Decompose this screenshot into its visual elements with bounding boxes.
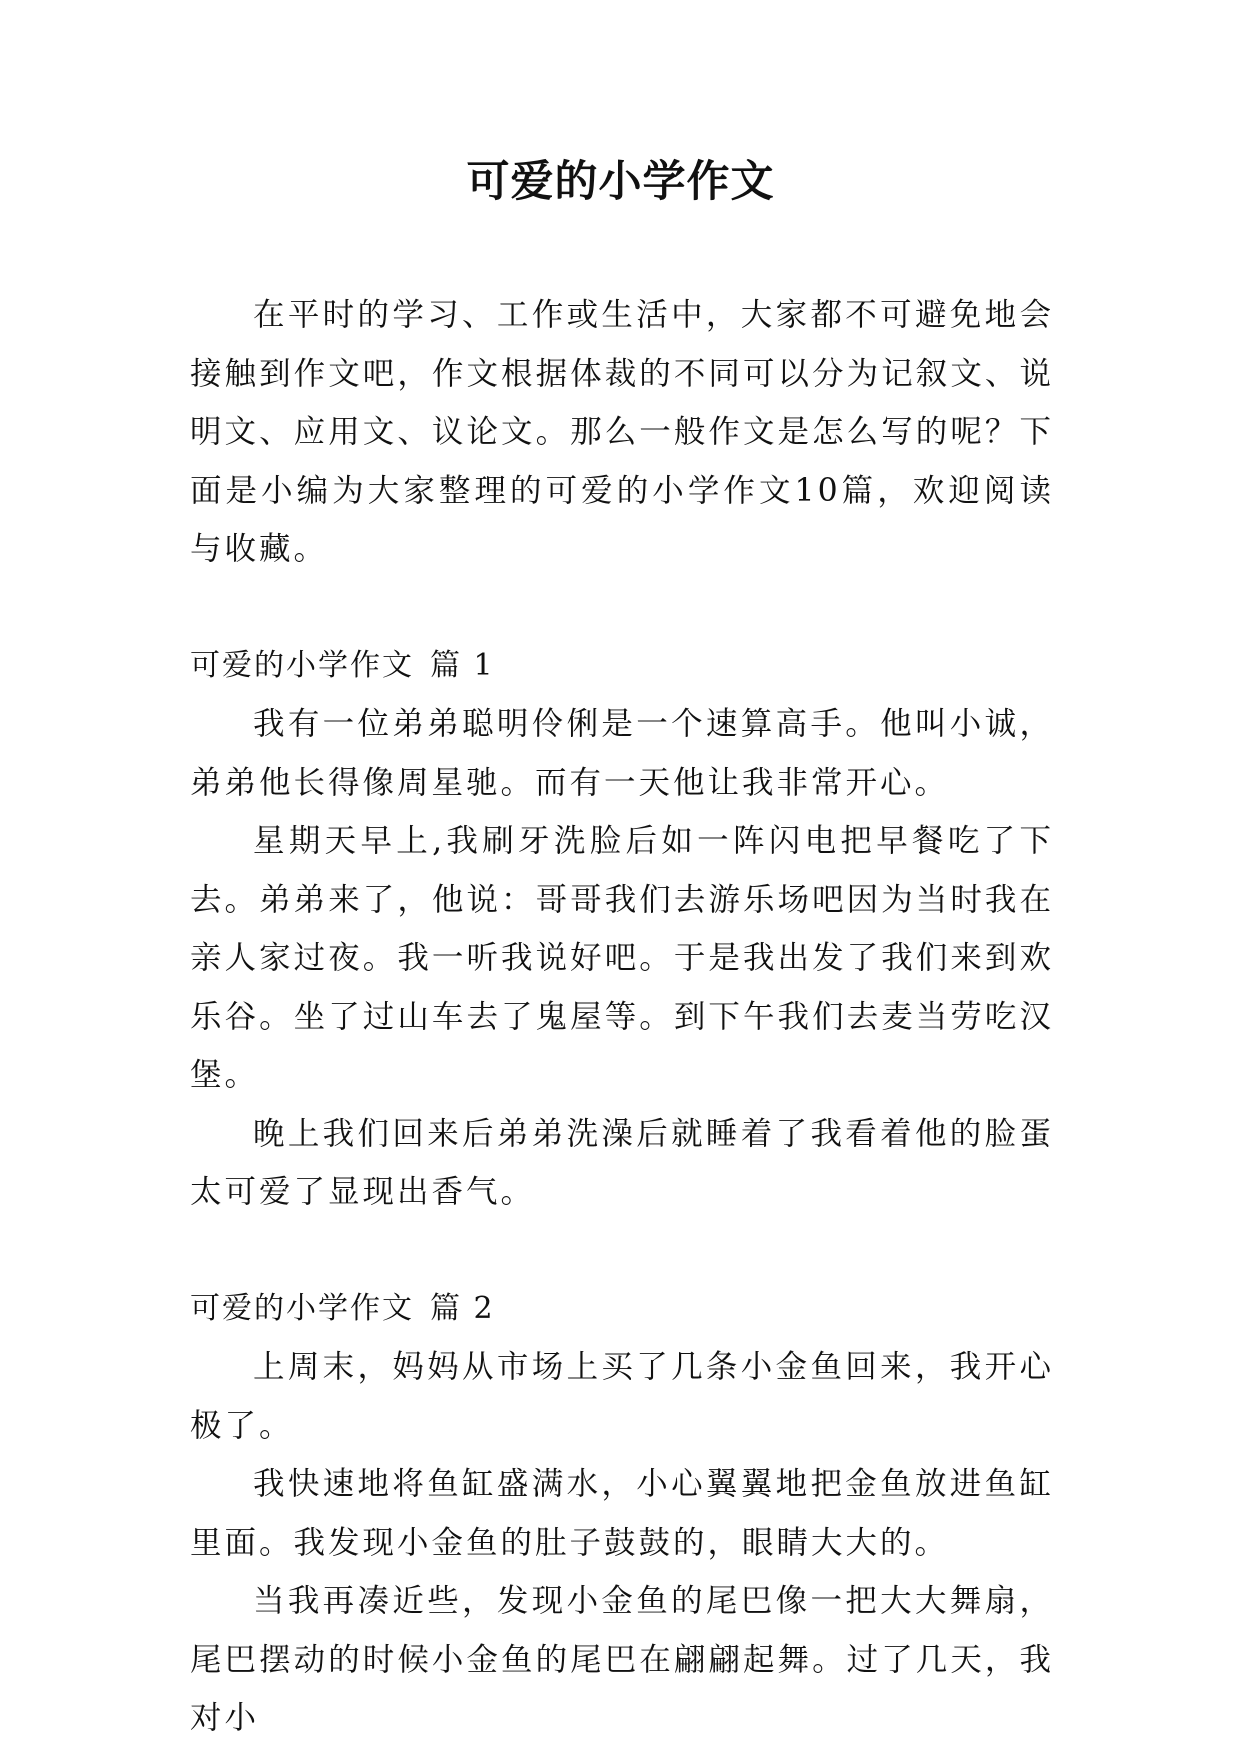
section-heading-text: 可爱的小学作文 [190, 647, 414, 683]
section-number: 篇 2 [430, 1290, 495, 1326]
essay-section-1 [190, 579, 1054, 1222]
section-paragraph: 我快速地将鱼缸盛满水，小心翼翼地把金鱼放进鱼缸里面。我发现小金鱼的肚子鼓鼓的，眼睛大大的。 [190, 1466, 1054, 1561]
section-paragraph: 我有一位弟弟聪明伶俐是一个速算高手。他叫小诚，弟弟他长得像周星驰。而有一天他让我非常开心。 [190, 706, 1054, 801]
intro-paragraph: 在平时的学习、工作或生活中，大家都不可避免地会接触到作文吧，作文根据体裁的不同可以分为记叙文、说明文、应用文、议论文。那么一般作文是怎么写的呢？下面是小编为大家整理的可爱的小学作文10篇，欢迎阅读与收藏。 [190, 297, 1054, 567]
section-number: 篇 1 [430, 647, 495, 683]
section-paragraph: 星期天早上,我刷牙洗脸后如一阵闪电把早餐吃了下去。弟弟来了，他说：哥哥我们去游乐场吧因为当时我在亲人家过夜。我一听我说好吧。于是我出发了我们来到欢乐谷。坐了过山车去了鬼屋等。到下午我们去麦当劳吃汉堡。 [190, 823, 1054, 1093]
document-body [190, 286, 1054, 1748]
section-paragraph: 当我再凑近些，发现小金鱼的尾巴像一把大大舞扇，尾巴摆动的时候小金鱼的尾巴在翩翩起舞。过了几天，我对小 [190, 1583, 1054, 1736]
essay-section-2 [190, 1222, 1054, 1748]
section-paragraph: 上周末，妈妈从市场上买了几条小金鱼回来，我开心极了。 [190, 1349, 1054, 1444]
section-paragraph: 晚上我们回来后弟弟洗澡后就睡着了我看着他的脸蛋太可爱了显现出香气。 [190, 1115, 1054, 1210]
section-heading-text: 可爱的小学作文 [190, 1290, 414, 1326]
document-title: 可爱的小学作文 [466, 157, 775, 207]
section-heading [190, 1222, 1054, 1339]
section-heading [190, 579, 1054, 696]
